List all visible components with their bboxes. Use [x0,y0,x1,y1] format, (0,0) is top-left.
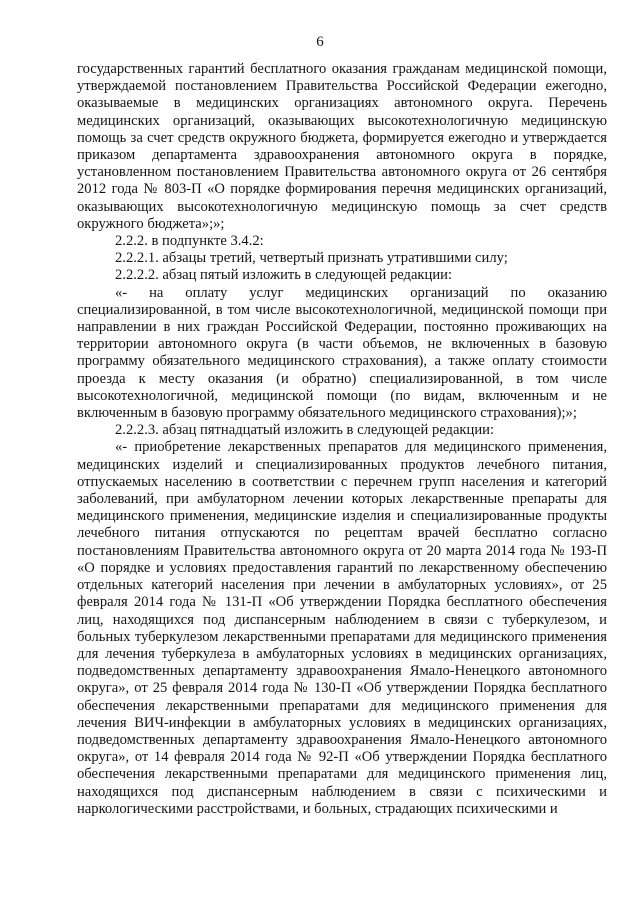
document-body [77,61,607,818]
paragraph-quoted-payment: «- на оплату услуг медицинских организаций по оказанию специализированной, в том числе высокотехнологичной, медицинской помощи при направлении в них граждан Российской Федерации, постоянно проживающих на территории автономного округа (в части объемов, не включенных в базовую программу обязательного медицинского страхования), а также оплату стоимости проезда к месту оказания (и обратно) специализированной, в том числе высокотехнологичной, медицинской помощи (по видам, включенным и не включенным в базовую программу обязательного медицинского страхования);»; [77,284,607,422]
paragraph-subpoint-2-2-2-2: 2.2.2.2. абзац пятый изложить в следующей редакции: [115,267,453,284]
page-number: 6 [316,34,324,50]
paragraph-continuation: государственных гарантий бесплатного оказания гражданам медицинской помощи, утверждаемой постановлением Правительства Российской Федерации ежегодно, оказываемые в медицинских организациях автономного округа. Перечень медицинских организаций, оказывающих высокотехнологичную медицинскую помощь за счет средств окружного бюджета, формируется ежегодно и утверждается приказом департамента здравоохранения автономного округа в порядке, установленном постановлением Правительства автономного округа от 26 сентября 2012 года № 803-П «О порядке формирования перечня медицинских организаций, оказывающих высокотехнологичную медицинскую помощь за счет средств окружного бюджета»;»; [77,61,607,232]
paragraph-subpoint-2-2-2-3: 2.2.2.3. абзац пятнадцатый изложить в следующей редакции: [115,422,495,439]
paragraph-subpoint-2-2-2-1: 2.2.2.1. абзацы третий, четвертый признать утратившими силу; [115,250,508,267]
paragraph-quoted-medicines: «- приобретение лекарственных препаратов для медицинского применения, медицинских изделий и специализированных продуктов лечебного питания, отпускаемых населению в соответствии с перечнем групп населения и категорий заболеваний, при амбулаторном лечении которых лекарственные препараты для медицинского применения, медицинские изделия и специализированные продукты лечебного питания отпускаются по рецептам врачей бесплатно согласно постановлениям Правительства автономного округа от 20 марта 2014 года № 193-П «О порядке и условиях предоставления гарантий по лекарственному обеспечению отдельных категорий населения при лечении в амбулаторных условиях», от 25 февраля 2014 года № 131-П «Об утверждении Порядка бесплатного обеспечения лиц, находящихся под диспансерным наблюдением в связи с туберкулезом, и больных туберкулезом лекарственными препаратами для медицинского применения для лечения туберкулеза в амбулаторных условиях в медицинских организациях, подведомственных департаменту здравоохранения Ямало-Ненецкого автономного округа», от 25 февраля 2014 года № 130-П «Об утверждении Порядка бесплатного обеспечения лекарственными препаратами для медицинского применения для лечения ВИЧ-инфекции в амбулаторных условиях в медицинских организациях, подведомственных департаменту здравоохранения Ямало-Ненецкого автономного округа», от 14 февраля 2014 года № 92-П «Об утверждении Порядка бесплатного обеспечения лекарственными препаратами для медицинского применения лиц, находящихся под диспансерным наблюдением в связи с психическими и наркологическими расстройствами, и больных, страдающих психическими и [77,439,607,817]
paragraph-subpoint-2-2-2: 2.2.2. в подпункте 3.4.2: [115,233,264,250]
